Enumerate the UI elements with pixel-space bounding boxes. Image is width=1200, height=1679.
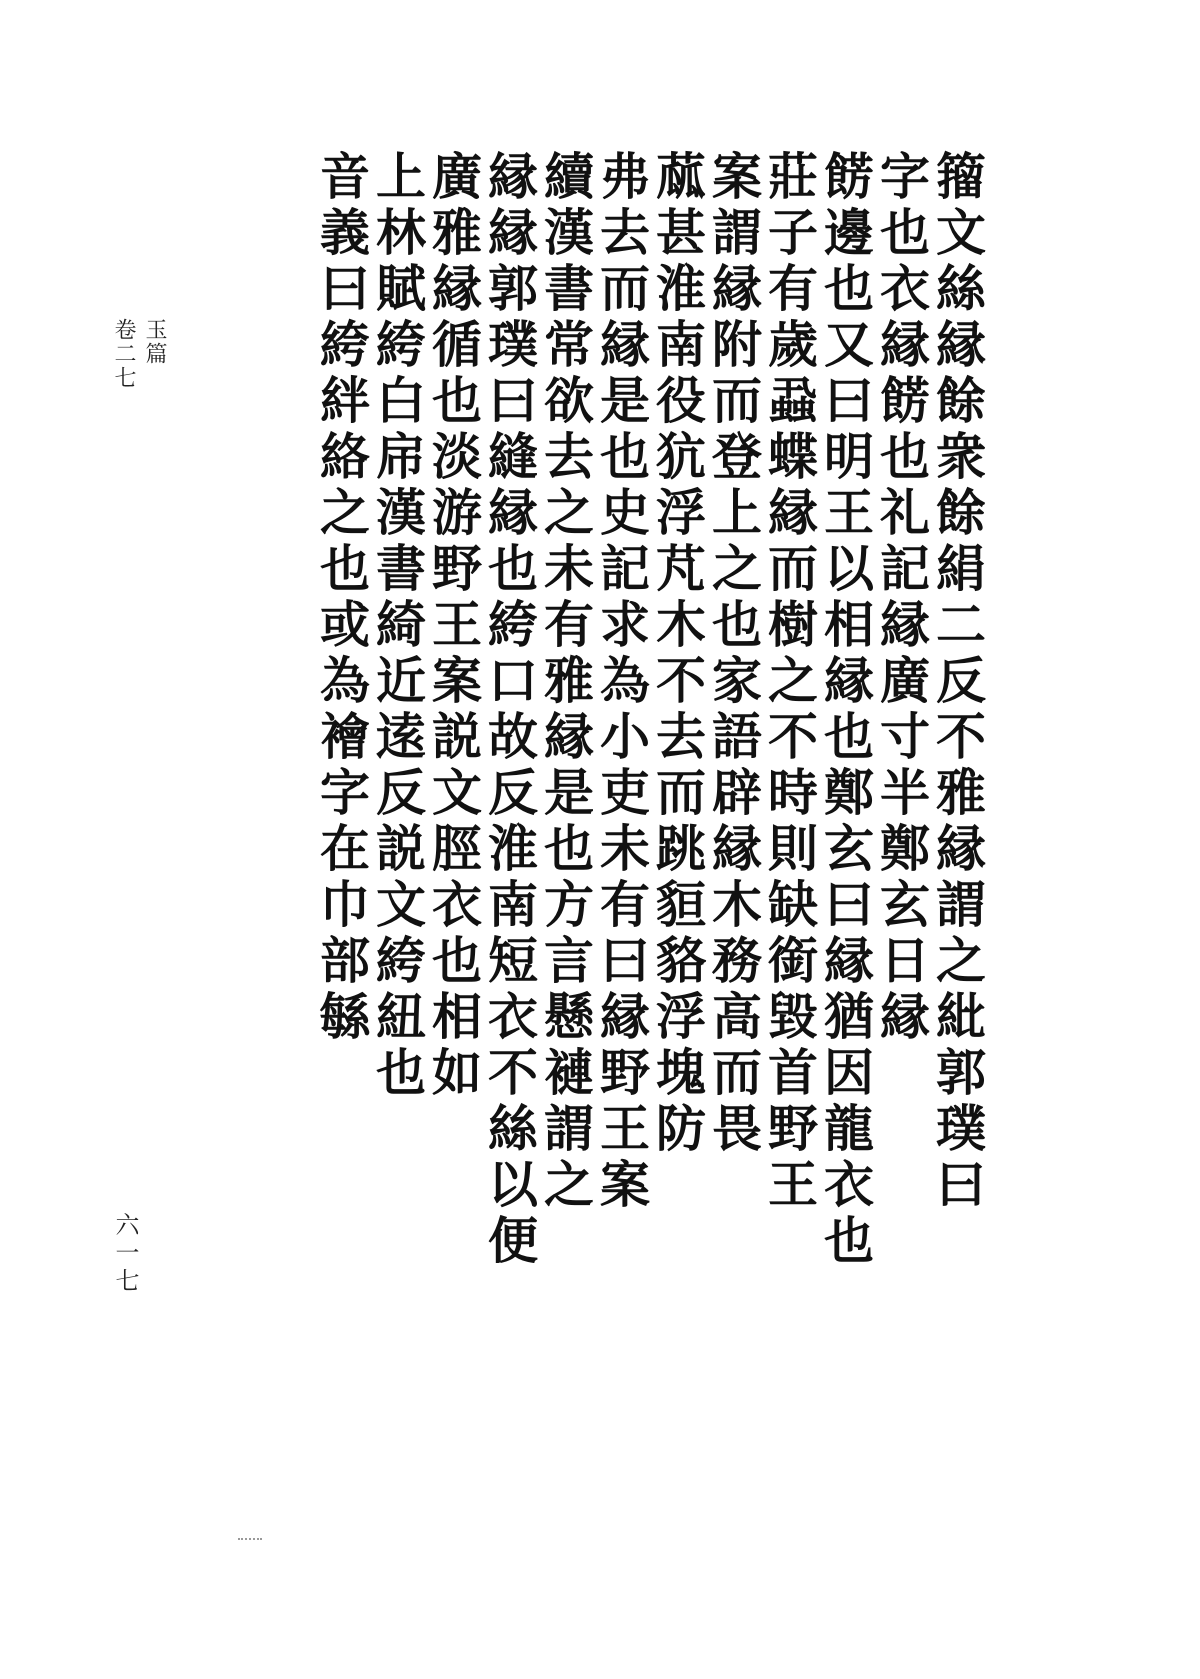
text-column: 縁縁郭璞曰縫縁也絝口故反淮南短衣不絲以便 bbox=[480, 150, 539, 1270]
text-column: 音義曰絝絆絡之也或為襘字在巾部緐 bbox=[312, 150, 371, 1046]
text-column: 弗去而縁是也史記求為小吏未有曰縁野王案 bbox=[592, 150, 651, 1214]
text-column: 上林賦絝白帍漢書綺近逺反説文絝紐也 bbox=[368, 150, 427, 1102]
page-number: 六一七 bbox=[111, 1212, 139, 1296]
main-text bbox=[185, 150, 985, 1480]
text-column: 蓏甚淮南役犺浮芃木不去而跳貆貉浮塊防 bbox=[648, 150, 707, 1158]
running-head bbox=[108, 318, 170, 390]
text-column: 莊子有歲蝨蝶縁而樹之不時則缺銜毀首野王 bbox=[760, 150, 819, 1214]
text-column: 籀文絲縁餘衆餘絹二反不雅縁謂之紕郭璞曰 bbox=[928, 150, 987, 1214]
text-column: 案謂縁附而登上之也家語辟縁木務高而畏 bbox=[704, 150, 763, 1158]
scan-mark bbox=[238, 1538, 262, 1542]
text-column: 字也衣縁餝也礼記縁廣寸半鄭玄日縁 bbox=[872, 150, 931, 1046]
text-column: 餝邊也又曰明王以相縁也鄭玄曰縁猶因龍衣也 bbox=[816, 150, 875, 1270]
book-title: 玉篇 bbox=[142, 318, 167, 366]
text-column: 續漢書常欲去之未有雅縁是也方言懸褳謂之 bbox=[536, 150, 595, 1214]
volume-label: 卷二七 bbox=[111, 318, 136, 390]
text-column: 廣雅縁循也淡游野王案説文脛衣也相如 bbox=[424, 150, 483, 1102]
